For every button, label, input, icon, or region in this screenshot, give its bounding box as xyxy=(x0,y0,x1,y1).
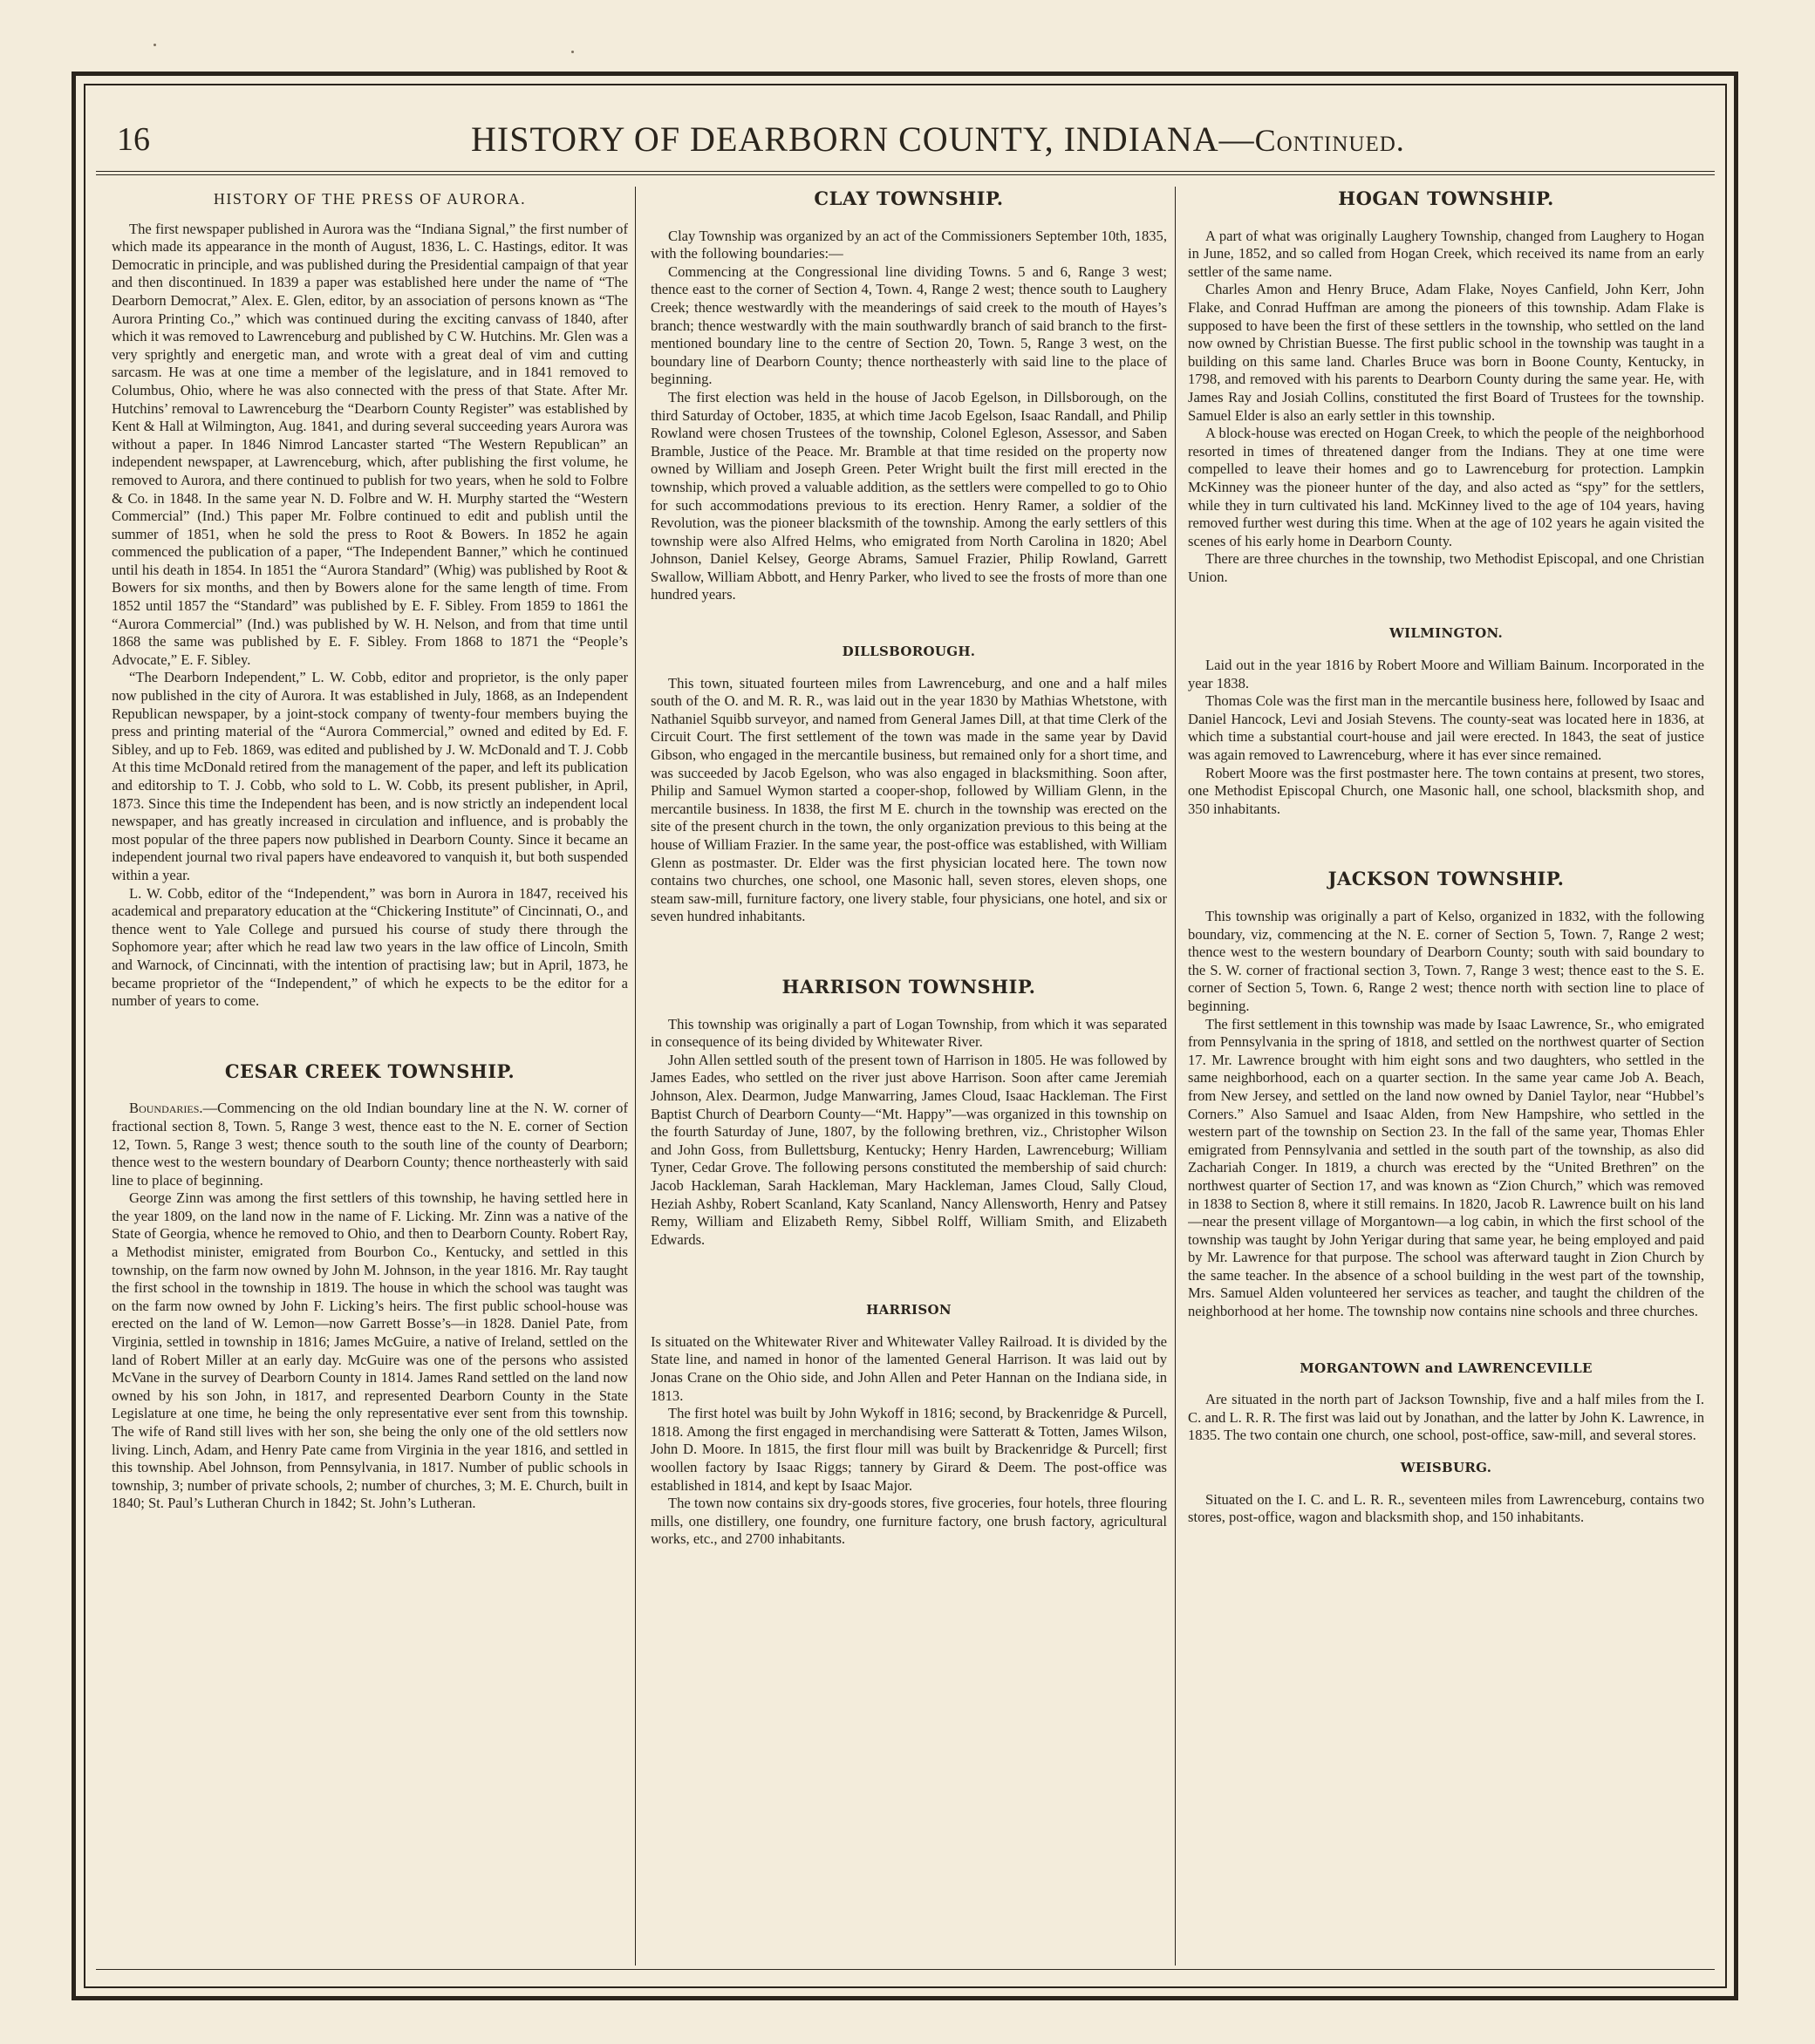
paragraph: Robert Moore was the first postmaster here. The town contains at present, two stores, one Methodist Episcopal Church, one Masonic hall, one school, blacksmith shop, and 350 inhabitants. xyxy=(1188,764,1704,817)
lead-in: Boundaries. xyxy=(129,1100,203,1117)
paragraph: There are three churches in the township, two Methodist Episcopal, and one Christian Union. xyxy=(1188,550,1704,585)
section-heading-cesar-creek: CESAR CREEK TOWNSHIP. xyxy=(224,1059,515,1082)
paragraph: The town now contains six dry-goods stores, five groceries, four hotels, three flouring mills, one distillery, one foundry, one furniture factory, one brush factory, agricultural works, etc., and 2700 inhabitants. xyxy=(651,1495,1167,1548)
section-heading-harrison-township: HARRISON TOWNSHIP. xyxy=(781,975,1036,998)
paragraph: L. W. Cobb, editor of the “Independent,” was born in Aurora in 1847, received his academical and preparatory education at the “Chickering Institute” of Cincinnati, O., and thence went to Yale College and pursued his course of study there through the Sophomore year; after which he read law two years in the law office of Lincoln, Smith and Warnock, of Cincinnati, with the intention of practising law; but in April, 1873, he became proprietor of the “Independent,” of which he expects to be the editor for a number of years to come. xyxy=(112,884,628,1010)
column-1 xyxy=(112,190,628,1960)
section-heading-jackson: JACKSON TOWNSHIP. xyxy=(1327,868,1565,890)
section-heading-press-of-aurora: HISTORY OF THE PRESS OF AURORA. xyxy=(213,190,527,208)
page-header xyxy=(113,115,1701,169)
column-divider-2 xyxy=(1175,187,1176,1966)
paragraph xyxy=(112,1100,628,1189)
header-rule xyxy=(96,171,1715,175)
section-heading-morgantown-lawrenceville: MORGANTOWN and LAWRENCEVILLE xyxy=(1300,1359,1593,1376)
running-title xyxy=(471,119,1518,160)
paragraph: George Zinn was among the first settlers of this township, he having settled here in the year 1809, on the land now in the name of F. Licking. Mr. Zinn was a native of the State of Georgia, whence he removed to Ohio, and then to Dearborn County. Robert Ray, a Methodist minister, emigrated from Bourbon Co., Kentucky, and settled in this township, on the farm now owned by John M. Johnson, in the year 1816. Mr. Ray taught the first school in the township in 1819. The house in which the school was taught was on the farm now owned by John F. Licking’s heirs. The first public school-house was erected on the land of W. Lemon—now Garrett Bosse’s—in 1828. Daniel Pate, from Virginia, settled in township in 1816; James McGuire, a native of Ireland, settled on the land of Robert Miller at an early day. McGuire was one of the persons who assisted McVane in the survey of Dearborn County in 1814. James Rand settled on the land now owned by his son John, in 1817, and represented Dearborn County in the State Legislature at one time, he being the only representative ever sent from this township. The wife of Rand still lives with her son, she being the only one of the old settlers now living. Linch, Adam, and Henry Pate came from Virginia in the year 1816, and settled in this township. Abel Johnson, from Pennsylvania, in 1817. Number of public schools in township, 3; number of private schools, 2; number of churches, 3; M. E. Church, built in 1840; St. Paul’s Lutheran Church in 1842; St. John’s Lutheran. xyxy=(112,1189,628,1512)
paragraph: Thomas Cole was the first man in the mercantile business here, followed by Isaac and Daniel Hancock, Levi and Josiah Stevens. The county-seat was located here in 1836, at which time a substantial court-house and jail were erected. In 1843, the seat of justice was again removed to Lawrenceburg, where it has ever since remained. xyxy=(1188,692,1704,764)
paragraph: Situated on the I. C. and L. R. R., seventeen miles from Lawrenceburg, contains two stores, post-office, wagon and blacksmith shop, and 150 inhabitants. xyxy=(1188,1490,1704,1526)
paragraph: The first hotel was built by John Wykoff in 1816; second, by Brackenridge & Purcell, 1818. Among the first engaged in merchandising were Satteratt & Totten, James Wilson, John D. Moore. In 1815, the first flour mill was built by Brackenridge & Purcell; first woollen factory by Isaac Riggs; tannery by Girard & Deem. The post-office was established in 1814, and kept by Isaac Major. xyxy=(651,1405,1167,1494)
paragraph: This town, situated fourteen miles from Lawrenceburg, and one and a half miles south of the O. and M. R. R., was laid out in the year 1830 by Mathias Whetstone, with Nathaniel Squibb surveyor, and named from General James Dill, at that time Clerk of the Circuit Court. The first settlement of the town was made in the same year by David Gibson, who engaged in the mercantile business, but remained only for a short time, and was succeeded by Jacob Egelson, who was also engaged in blacksmithing. Soon after, Philip and Samuel Wymon started a cooper-shop, followed by William Glenn, in the mercantile business. In 1838, the first M E. church in the township was erected on the site of the present church in the town, the only organization previous to this being at the house of William Frazier. In the same year, the post-office was established, with William Glenn as postmaster. Dr. Elder was the first physician located here. The town now contains two churches, one school, one Masonic hall, seven stores, eleven shops, one steam saw-mill, furniture factory, one livery stable, four physicians, one hotel, and six or seven hundred inhabitants. xyxy=(651,674,1167,925)
paragraph: Laid out in the year 1816 by Robert Moore and William Bainum. Incorporated in the year 1838. xyxy=(1188,657,1704,692)
section-heading-hogan: HOGAN TOWNSHIP. xyxy=(1338,190,1554,209)
column-3 xyxy=(1188,190,1704,1960)
running-title-main: HISTORY OF DEARBORN COUNTY, INDIANA— xyxy=(471,119,1255,159)
page-number: 16 xyxy=(117,121,150,158)
footer-rule xyxy=(96,1969,1715,1970)
paragraph: This township was originally a part of Logan Township, from which it was separated in consequence of its being divided by Whitewater River. xyxy=(651,1015,1167,1051)
paragraph: Clay Township was organized by an act of the Commissioners September 10th, 1835, with the following boundaries:— xyxy=(651,227,1167,262)
paragraph: The first settlement in this township was made by Isaac Lawrence, Sr., who emigrated from Pennsylvania in the spring of 1818, and settled on the northwest quarter of Section 17. Mr. Lawrence brought with him eight sons and two daughters, who settled in the same neighborhood, each on a quarter section. In the same year came Job A. Beach, from New Jersey, and settled on the land now owned by Daniel Taylor, near “Hubbel’s Corners.” Also Samuel and Isaac Alden, from New Hampshire, who settled in the western part of the township on Section 23. In the fall of the same year, Thomas Ehler emigrated from Pennsylvania and settled in the south part of the township, as also did Zachariah Conger. In 1819, a church was erected by the “United Brethren” on the northwest quarter of Section 17, and was known as “Zion Church,” which was removed in 1838 to Section 8, where it still remains. In 1820, Jacob R. Lawrence built on his land—near the present village of Morgantown—a log cabin, in which the first school of the township was taught by John Yerigar during that same year, he being employed and paid by Mr. Lawrence for that purpose. The school was afterward taught in Zion Church by the same teacher. In the absence of a school building in the west part of the township, Mrs. Samuel Alden volunteered her services as teacher, and taught the children of the neighborhood at her home. The township now contains nine schools and three churches. xyxy=(1188,1015,1704,1320)
section-heading-wilmington: WILMINGTON. xyxy=(1389,625,1504,642)
column-divider-1 xyxy=(635,187,636,1966)
running-title-continued: Continued. xyxy=(1254,123,1405,158)
paragraph: A part of what was originally Laughery Township, changed from Laughery to Hogan in June, 1852, and so called from Hogan Creek, which received its name from an early settler of the same name. xyxy=(1188,227,1704,280)
paragraph: Commencing at the Congressional line dividing Towns. 5 and 6, Range 3 west; thence east to the corner of Section 4, Town. 4, Range 2 west; thence south to Laughery Creek; thence westwardly with the meanderings of said creek to the mouth of Hayes’s branch; thence westwardly with the main southwardly branch of said branch to the first-mentioned boundary line to the centre of Section 20, Town. 5, Range 3 west, on the boundary line of Dearborn County; thence northeasterly with said line to the place of beginning. xyxy=(651,262,1167,388)
section-heading-dillsborough: DILLSBOROUGH. xyxy=(842,644,976,660)
section-heading-weisburg: WEISBURG. xyxy=(1400,1460,1492,1476)
column-2 xyxy=(651,190,1167,1960)
paragraph: The first election was held in the house of Jacob Egelson, in Dillsborough, on the third Saturday of October, 1835, at which time Jacob Egelson, Isaac Randall, and Philip Rowland were chosen Trustees of the township, Colonel Egleson, Assessor, and Saben Bramble, Justice of the Peace. Mr. Bramble at that time resided on the property now owned by William and Joseph Green. Peter Wright built the first mill erected in the township, which proved a valuable addition, as the settlers were compelled to go to Ohio for such accommodations previous to its erection. Henry Ramer, a soldier of the Revolution, was the pioneer blacksmith of the township. Among the early settlers of this township were also Alfred Helms, who emigrated from North Carolina in 1820; Abel Johnson, Daniel Kelsey, George Abrams, Samuel Frazier, Philip Rowland, Garrett Swallow, William Abbott, and Henry Parker, who lived to see the frosts of more than one hundred years. xyxy=(651,388,1167,603)
paper-speck xyxy=(571,51,574,53)
paragraph: Charles Amon and Henry Bruce, Adam Flake, Noyes Canfield, John Kerr, John Flake, and Conrad Huffman are among the pioneers of this township. Adam Flake is supposed to have been the first of these settlers in the township, who settled on the land now owned by Christian Buesse. The first public school in the township was taught in a building on this same land. Charles Bruce was born in Boone County, Kentucky, in 1798, and removed with his parents to Dearborn County during the same year. He, with James Ray and Josiah Collins, constituted the first Board of Trustees for the township. Samuel Elder is also an early settler in this township. xyxy=(1188,281,1704,424)
paragraph: “The Dearborn Independent,” L. W. Cobb, editor and proprietor, is the only paper now published in the city of Aurora. It was established in July, 1868, as an Independent Republican newspaper, by a joint-stock company of twenty-four members buying the press and printing material of the “Aurora Commercial,” owned and edited by Ed. F. Sibley, and up to Feb. 1869, was edited and published by J. W. McDonald and T. J. Cobb At this time McDonald retired from the management of the paper, and left its publication and editorship to T. J. Cobb, who sold to L. W. Cobb, its present publisher, in April, 1873. Since this time the Independent has been, and is now strictly an independent local newspaper, and has greatly increased in circulation and influence, and is probably the most popular of the three papers now published in Dearborn County. Since it became an independent journal two rival papers have endeavored to vanquish it, but both suspended within a year. xyxy=(112,669,628,883)
paragraph: The first newspaper published in Aurora was the “Indiana Signal,” the first number of which made its appearance in the month of August, 1836, L. C. Hastings, editor. It was Democratic in principle, and was published during the Presidential campaign of that year and then discontinued. In 1839 a paper was established here under the name of “The Dearborn Democrat,” Alex. E. Glen, editor, by an association of persons known as “The Aurora Printing Co.,” which was continued during the exciting canvass of 1840, after which it was removed to Lawrenceburg and published by C W. Hutchins. Mr. Glen was a very sprightly and energetic man, and wrote with a great deal of vim and cutting sarcasm. He was at one time a member of the legislature, and in 1841 removed to Columbus, Ohio, where he was also connected with the press of that State. After Mr. Hutchins’ removal to Lawrenceburg the “Dearborn County Register” was established by Kent & Hall at Wilmington, Aug. 1841, and during several succeeding years Aurora was without a paper. In 1846 Nimrod Lancaster started “The Western Republican” an independent newspaper, at Lawrenceburg, which, after publishing the first volume, he removed to Aurora, and there continued to publish for two years, when he sold to Folbre & Co. in 1848. In the same year N. D. Folbre and W. H. Murphy started the “Western Commercial” (Ind.) This paper Mr. Folbre continued to edit and publish until the summer of 1851, when he sold the press to Root & Bowers. In 1852 he again commenced the publication of a paper, “The Independent Banner,” which he continued until his death in 1854. In 1851 the “Aurora Standard” (Whig) was published by Root & Bowers for six months, and then by Bowers alone for the same length of time. From 1852 until 1857 the “Standard” was published by E. F. Sibley. From 1859 to 1861 the “Aurora Commercial” (Ind.) was published by W. H. Nelson, and from that time until 1868 the same was published by E. F. Sibley. From 1868 to 1871 the “People’s Advocate,” E. F. Sibley. xyxy=(112,220,628,668)
paragraph-text: —Commencing on the old Indian boundary line at the N. W. corner of fractional section 8, Town. 5, Range 3 west, thence east to the N. E. corner of Section 12, Town. 5, Range 3 west; thence south to the south line of the county of Dearborn; thence west to the western boundary of Dearborn County; thence northeasterly with said line to place of beginning. xyxy=(112,1100,628,1189)
section-heading-harrison: HARRISON xyxy=(866,1302,952,1318)
section-heading-clay: CLAY TOWNSHIP. xyxy=(814,190,1004,209)
paragraph: Are situated in the north part of Jackson Township, five and a half miles from the I. C. and L. R. R. The first was laid out by Jonathan, and the latter by John K. Lawrence, in 1835. The two contain one church, one school, post-office, saw-mill, and several stores. xyxy=(1188,1391,1704,1444)
paper-speck xyxy=(154,44,156,46)
paragraph: Is situated on the Whitewater River and Whitewater Valley Railroad. It is divided by the State line, and named in honor of the lamented General Harrison. It was laid out by Jonas Crane on the Ohio side, and John Allen and Peter Hannan on the Indiana side, in 1813. xyxy=(651,1332,1167,1404)
paragraph: A block-house was erected on Hogan Creek, to which the people of the neighborhood resorted in times of threatened danger from the Indians. They at one time were compelled to leave their homes and go to Lawrenceburg for protection. Lampkin McKinney was the pioneer hunter of the day, and also acted as “spy” for the settlers, while they in turn cultivated his land. McKinney lived to the age of 104 years, having removed further west during this time. When at the age of 102 years he again visited the scenes of his early home in Dearborn County. xyxy=(1188,425,1704,549)
paragraph: This township was originally a part of Kelso, organized in 1832, with the following boundary, viz, commencing at the N. E. corner of Section 5, Town. 7, Range 2 west; thence west to the western boundary of Dearborn County; south with said boundary to the S. W. corner of fractional section 3, Town. 7, Range 3 west; thence east to the S. E. corner of Section 5, Town. 6, Range 2 west; thence north with section line to place of beginning. xyxy=(1188,908,1704,1014)
paragraph: John Allen settled south of the present town of Harrison in 1805. He was followed by James Eades, who settled on the river just above Harrison. Soon after came Jeremiah Johnson, Alex. Dearmon, Judge Manwarring, James Cloud, Isaac Hackleman. The First Baptist Church of Dearborn County—“Mt. Happy”—was organized in this township on the fourth Saturday of June, 1807, by the following brethren, viz., Christopher Wilson and John Goss, from Bullettsburg, Kentucky; Henry Harden, Lawrenceburg; William Tyner, Cedar Grove. The following persons constituted the membership of said church: Jacob Hackleman, Sarah Hackleman, Mary Hackleman, James Cloud, Sally Cloud, Heziah Ashby, Robert Scanland, Katy Scanland, Nancy Allensworth, Henry and Patsey Remy, William and Elizabeth Remy, Sibbel Rolff, William Smith, and Elizabeth Edwards. xyxy=(651,1051,1167,1248)
